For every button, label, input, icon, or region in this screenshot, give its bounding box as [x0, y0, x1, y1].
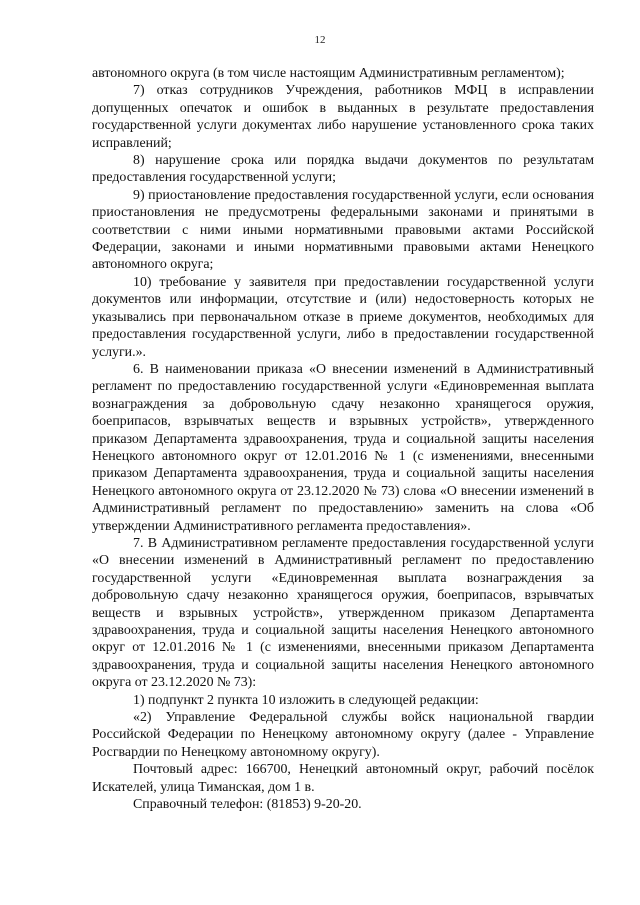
paragraph-reference-phone: Справочный телефон: (81853) 9-20-20.	[133, 797, 362, 813]
paragraph-subpoint-1: 1) подпункт 2 пункта 10 изложить в следующей редакции:	[133, 692, 479, 708]
paragraph-item-9: 9) приостановление предоставления государственной услуги, если основания приостановления не предусмотрены федеральными законами и принятыми в соответствии с ними иными нормативными правовыми актами Российской Федерации, законами и иными нормативными правовыми актами Ненецкого автономного округа;	[92, 187, 594, 273]
page-number: 12	[314, 34, 326, 46]
document-body	[92, 65, 594, 813]
paragraph-continuation: автономного округа (в том числе настоящим Административным регламентом);	[92, 66, 565, 81]
paragraph-item-10: 10) требование у заявителя при предоставлении государственной услуги документов или информации, отсутствие и (или) недостоверность которых не указывались при первоначальном отказе в приеме документов, необходимых для предоставления государственной услуги, либо в предоставлении государственной услуги.».	[92, 274, 594, 360]
paragraph-item-8: 8) нарушение срока или порядка выдачи документов по результатам предоставления государственной услуги;	[92, 153, 594, 186]
paragraph-item-7: 7) отказ сотрудников Учреждения, работников МФЦ в исправлении допущенных опечаток и ошибок в выданных в результате предоставления государственной услуги документах либо нарушение установленного срока таких исправлений;	[92, 83, 594, 151]
paragraph-point-7: 7. В Административном регламенте предоставления государственной услуги «О внесении изменений в Административный регламент по предоставлению государственной услуги «Единовременная выплата вознаграждения за добровольную сдачу незаконно хранящегося оружия, боеприпасов, взрывчатых веществ и взрывных устройств», утвержденном приказом Департамента здравоохранения, труда и социальной защиты населения Ненецкого автономного округ от 12.01.2016 № 1 (с изменениями, внесенными приказом Департамента здравоохранения, труда и социальной защиты населения Ненецкого автономного округа от 23.12.2020 № 73):	[92, 535, 594, 691]
paragraph-postal-address: Почтовый адрес: 166700, Ненецкий автономный округ, рабочий посёлок Искателей, улица Тиманская, дом 1 в.	[92, 762, 594, 795]
paragraph-point-6: 6. В наименовании приказа «О внесении изменений в Административный регламент по предоставлению государственной услуги «Единовременная выплата вознаграждения за добровольную сдачу незаконно хранящегося оружия, боеприпасов, взрывчатых веществ и взрывных устройств», утвержденного приказом Департамента здравоохранения, труда и социальной защиты населения Ненецкого автономного округ от 12.01.2016 № 1 (с изменениями, внесенными приказом Департамента здравоохранения, труда и социальной защиты населения Ненецкого автономного округа от 23.12.2020 № 73) слова «О внесении изменений в Административный регламент по предоставлению» заменить на слова «Об утверждении Административного регламента предоставления».	[92, 361, 594, 534]
paragraph-quoted-item-2: «2) Управление Федеральной службы войск национальной гвардии Российской Федерации по Ненецкому автономному округу (далее - Управление Росгвардии по Ненецкому автономному округу).	[92, 710, 594, 760]
